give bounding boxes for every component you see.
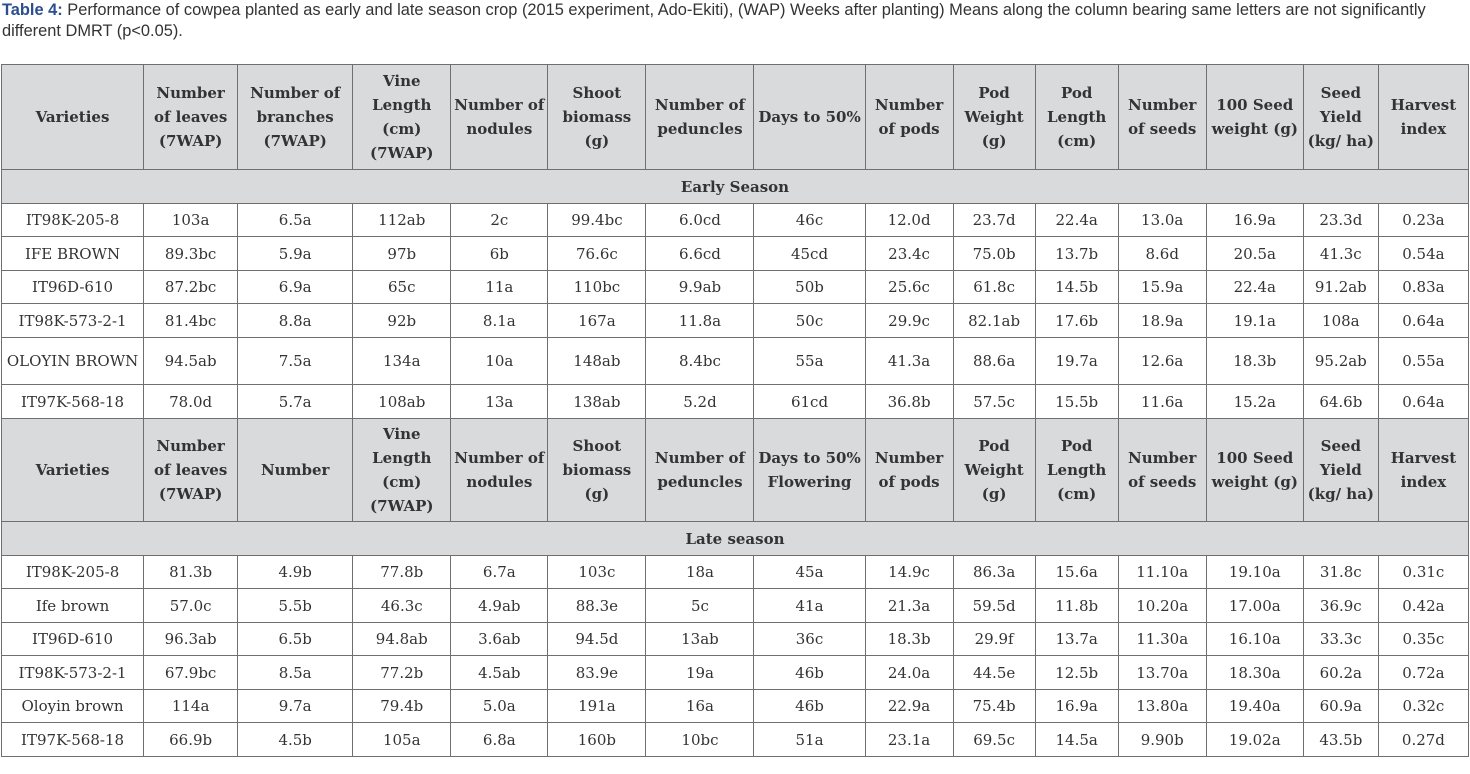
value-cell: 19.7a <box>1035 338 1118 385</box>
value-cell: 43.5b <box>1303 723 1378 757</box>
value-cell: 61cd <box>754 385 865 419</box>
value-cell: 44.5e <box>953 656 1035 690</box>
value-cell: 19.02a <box>1206 723 1303 757</box>
performance-table <box>1 64 1469 757</box>
value-cell: 9.7a <box>238 690 353 723</box>
value-cell: 12.6a <box>1118 338 1206 385</box>
value-cell: 75.0b <box>953 237 1035 271</box>
value-cell: 108a <box>1303 304 1378 338</box>
value-cell: 23.1a <box>865 723 953 757</box>
value-cell: 97b <box>353 237 451 271</box>
value-cell: 23.4c <box>865 237 953 271</box>
variety-cell: IFE BROWN <box>2 237 144 271</box>
early-header-cell: Pod Length (cm) <box>1035 65 1118 170</box>
value-cell: 4.5ab <box>451 656 548 690</box>
early-header-cell: Harvest index <box>1378 65 1468 170</box>
value-cell: 6.5a <box>238 204 353 237</box>
value-cell: 13.80a <box>1118 690 1206 723</box>
late-header-cell: Number of pods <box>865 419 953 522</box>
early-header-cell: 100 Seed weight (g) <box>1206 65 1303 170</box>
value-cell: 2c <box>451 204 548 237</box>
value-cell: 5c <box>646 589 754 623</box>
value-cell: 12.5b <box>1035 656 1118 690</box>
table-row <box>2 589 1469 623</box>
early-header-cell: Number of nodules <box>451 65 548 170</box>
value-cell: 6b <box>451 237 548 271</box>
value-cell: 11.30a <box>1118 623 1206 656</box>
value-cell: 4.9ab <box>451 589 548 623</box>
value-cell: 8.8a <box>238 304 353 338</box>
value-cell: 22.9a <box>865 690 953 723</box>
value-cell: 92b <box>353 304 451 338</box>
late-header-cell: Harvest index <box>1378 419 1468 522</box>
value-cell: 16.9a <box>1035 690 1118 723</box>
caption-label: Table 4: <box>2 1 63 19</box>
header-row-early <box>2 65 1469 170</box>
late-header-cell: Varieties <box>2 419 144 522</box>
table-caption <box>2 0 1468 42</box>
table-row <box>2 623 1469 656</box>
value-cell: 10a <box>451 338 548 385</box>
table-row <box>2 204 1469 237</box>
variety-cell: IT98K-573-2-1 <box>2 656 144 690</box>
value-cell: 11a <box>451 271 548 304</box>
value-cell: 11.10a <box>1118 556 1206 589</box>
value-cell: 81.3b <box>144 556 238 589</box>
value-cell: 3.6ab <box>451 623 548 656</box>
value-cell: 46c <box>754 204 865 237</box>
value-cell: 15.5b <box>1035 385 1118 419</box>
value-cell: 0.31c <box>1378 556 1468 589</box>
value-cell: 0.83a <box>1378 271 1468 304</box>
header-row-late <box>2 419 1469 522</box>
value-cell: 57.5c <box>953 385 1035 419</box>
value-cell: 11.6a <box>1118 385 1206 419</box>
value-cell: 33.3c <box>1303 623 1378 656</box>
value-cell: 59.5d <box>953 589 1035 623</box>
value-cell: 88.6a <box>953 338 1035 385</box>
value-cell: 20.5a <box>1206 237 1303 271</box>
value-cell: 19a <box>646 656 754 690</box>
value-cell: 18.30a <box>1206 656 1303 690</box>
variety-cell: IT98K-205-8 <box>2 556 144 589</box>
value-cell: 160b <box>548 723 646 757</box>
value-cell: 60.2a <box>1303 656 1378 690</box>
value-cell: 22.4a <box>1035 204 1118 237</box>
variety-cell: IT97K-568-18 <box>2 385 144 419</box>
section-label-early: Early Season <box>2 170 1469 204</box>
value-cell: 29.9c <box>865 304 953 338</box>
value-cell: 23.3d <box>1303 204 1378 237</box>
table-row <box>2 690 1469 723</box>
table-row <box>2 271 1469 304</box>
value-cell: 6.6cd <box>646 237 754 271</box>
table-row <box>2 723 1469 757</box>
value-cell: 0.42a <box>1378 589 1468 623</box>
value-cell: 19.40a <box>1206 690 1303 723</box>
table-row <box>2 656 1469 690</box>
value-cell: 94.5ab <box>144 338 238 385</box>
value-cell: 5.2d <box>646 385 754 419</box>
value-cell: 77.2b <box>353 656 451 690</box>
value-cell: 15.6a <box>1035 556 1118 589</box>
value-cell: 108ab <box>353 385 451 419</box>
value-cell: 45cd <box>754 237 865 271</box>
value-cell: 13.70a <box>1118 656 1206 690</box>
value-cell: 7.5a <box>238 338 353 385</box>
table-row <box>2 237 1469 271</box>
value-cell: 50b <box>754 271 865 304</box>
value-cell: 148ab <box>548 338 646 385</box>
value-cell: 112ab <box>353 204 451 237</box>
section-row-early <box>2 170 1469 204</box>
late-header-cell: Shoot biomass (g) <box>548 419 646 522</box>
value-cell: 18.9a <box>1118 304 1206 338</box>
value-cell: 46.3c <box>353 589 451 623</box>
variety-cell: IT96D-610 <box>2 271 144 304</box>
value-cell: 134a <box>353 338 451 385</box>
value-cell: 16a <box>646 690 754 723</box>
value-cell: 0.55a <box>1378 338 1468 385</box>
late-header-cell: Number of leaves (7WAP) <box>144 419 238 522</box>
table-row <box>2 385 1469 419</box>
variety-cell: IT97K-568-18 <box>2 723 144 757</box>
value-cell: 8.5a <box>238 656 353 690</box>
value-cell: 0.27d <box>1378 723 1468 757</box>
value-cell: 0.32c <box>1378 690 1468 723</box>
late-header-cell: Pod Length (cm) <box>1035 419 1118 522</box>
value-cell: 19.1a <box>1206 304 1303 338</box>
value-cell: 18.3b <box>1206 338 1303 385</box>
value-cell: 103c <box>548 556 646 589</box>
early-header-cell: Seed Yield (kg/ ha) <box>1303 65 1378 170</box>
value-cell: 14.9c <box>865 556 953 589</box>
value-cell: 12.0d <box>865 204 953 237</box>
late-header-cell: Number of seeds <box>1118 419 1206 522</box>
value-cell: 11.8b <box>1035 589 1118 623</box>
early-header-cell: Days to 50% <box>754 65 865 170</box>
caption-text: Performance of cowpea planted as early and late season crop (2015 experiment, Ado-Ekiti), (WAP) Weeks after planting) Means along the column bearing same letters are not significantly different DMRT (p<0.05). <box>2 1 1426 40</box>
value-cell: 21.3a <box>865 589 953 623</box>
value-cell: 0.64a <box>1378 385 1468 419</box>
late-header-cell: Days to 50% Flowering <box>754 419 865 522</box>
value-cell: 95.2ab <box>1303 338 1378 385</box>
table-row <box>2 338 1469 385</box>
value-cell: 22.4a <box>1206 271 1303 304</box>
value-cell: 10.20a <box>1118 589 1206 623</box>
late-header-cell: 100 Seed weight (g) <box>1206 419 1303 522</box>
value-cell: 14.5b <box>1035 271 1118 304</box>
late-header-cell: Vine Length (cm) (7WAP) <box>353 419 451 522</box>
value-cell: 60.9a <box>1303 690 1378 723</box>
value-cell: 46b <box>754 656 865 690</box>
variety-cell: IT98K-573-2-1 <box>2 304 144 338</box>
value-cell: 96.3ab <box>144 623 238 656</box>
value-cell: 75.4b <box>953 690 1035 723</box>
value-cell: 9.9ab <box>646 271 754 304</box>
value-cell: 9.90b <box>1118 723 1206 757</box>
late-header-cell: Number of peduncles <box>646 419 754 522</box>
value-cell: 18.3b <box>865 623 953 656</box>
value-cell: 138ab <box>548 385 646 419</box>
value-cell: 8.1a <box>451 304 548 338</box>
value-cell: 76.6c <box>548 237 646 271</box>
value-cell: 14.5a <box>1035 723 1118 757</box>
value-cell: 79.4b <box>353 690 451 723</box>
value-cell: 16.9a <box>1206 204 1303 237</box>
value-cell: 6.7a <box>451 556 548 589</box>
value-cell: 6.5b <box>238 623 353 656</box>
value-cell: 61.8c <box>953 271 1035 304</box>
table-row <box>2 556 1469 589</box>
value-cell: 45a <box>754 556 865 589</box>
value-cell: 46b <box>754 690 865 723</box>
value-cell: 13.7a <box>1035 623 1118 656</box>
value-cell: 89.3bc <box>144 237 238 271</box>
value-cell: 64.6b <box>1303 385 1378 419</box>
value-cell: 5.0a <box>451 690 548 723</box>
value-cell: 17.00a <box>1206 589 1303 623</box>
early-header-cell: Number of seeds <box>1118 65 1206 170</box>
value-cell: 69.5c <box>953 723 1035 757</box>
section-row-late <box>2 522 1469 556</box>
value-cell: 67.9bc <box>144 656 238 690</box>
value-cell: 13.0a <box>1118 204 1206 237</box>
table-row <box>2 304 1469 338</box>
value-cell: 105a <box>353 723 451 757</box>
value-cell: 11.8a <box>646 304 754 338</box>
value-cell: 88.3e <box>548 589 646 623</box>
value-cell: 13ab <box>646 623 754 656</box>
variety-cell: Ife brown <box>2 589 144 623</box>
value-cell: 82.1ab <box>953 304 1035 338</box>
value-cell: 91.2ab <box>1303 271 1378 304</box>
early-header-cell: Varieties <box>2 65 144 170</box>
value-cell: 103a <box>144 204 238 237</box>
value-cell: 4.5b <box>238 723 353 757</box>
value-cell: 51a <box>754 723 865 757</box>
value-cell: 5.9a <box>238 237 353 271</box>
variety-cell: Oloyin brown <box>2 690 144 723</box>
early-header-cell: Shoot biomass (g) <box>548 65 646 170</box>
value-cell: 18a <box>646 556 754 589</box>
value-cell: 31.8c <box>1303 556 1378 589</box>
value-cell: 0.35c <box>1378 623 1468 656</box>
value-cell: 114a <box>144 690 238 723</box>
value-cell: 36.9c <box>1303 589 1378 623</box>
value-cell: 8.6d <box>1118 237 1206 271</box>
value-cell: 10bc <box>646 723 754 757</box>
early-header-cell: Pod Weight (g) <box>953 65 1035 170</box>
value-cell: 81.4bc <box>144 304 238 338</box>
value-cell: 66.9b <box>144 723 238 757</box>
variety-cell: IT96D-610 <box>2 623 144 656</box>
value-cell: 57.0c <box>144 589 238 623</box>
early-header-cell: Number of leaves (7WAP) <box>144 65 238 170</box>
value-cell: 15.9a <box>1118 271 1206 304</box>
value-cell: 41.3a <box>865 338 953 385</box>
value-cell: 0.54a <box>1378 237 1468 271</box>
value-cell: 41a <box>754 589 865 623</box>
value-cell: 0.72a <box>1378 656 1468 690</box>
value-cell: 191a <box>548 690 646 723</box>
early-header-cell: Number of peduncles <box>646 65 754 170</box>
value-cell: 99.4bc <box>548 204 646 237</box>
variety-cell: IT98K-205-8 <box>2 204 144 237</box>
value-cell: 23.7d <box>953 204 1035 237</box>
early-header-cell: Vine Length (cm) (7WAP) <box>353 65 451 170</box>
value-cell: 24.0a <box>865 656 953 690</box>
variety-cell: OLOYIN BROWN <box>2 338 144 385</box>
value-cell: 6.0cd <box>646 204 754 237</box>
late-header-cell: Number of nodules <box>451 419 548 522</box>
value-cell: 94.5d <box>548 623 646 656</box>
late-header-cell: Number <box>238 419 353 522</box>
value-cell: 50c <box>754 304 865 338</box>
value-cell: 19.10a <box>1206 556 1303 589</box>
section-label-late: Late season <box>2 522 1469 556</box>
value-cell: 77.8b <box>353 556 451 589</box>
value-cell: 65c <box>353 271 451 304</box>
value-cell: 78.0d <box>144 385 238 419</box>
value-cell: 13.7b <box>1035 237 1118 271</box>
value-cell: 86.3a <box>953 556 1035 589</box>
value-cell: 17.6b <box>1035 304 1118 338</box>
value-cell: 25.6c <box>865 271 953 304</box>
value-cell: 110bc <box>548 271 646 304</box>
value-cell: 36c <box>754 623 865 656</box>
value-cell: 55a <box>754 338 865 385</box>
early-header-cell: Number of branches (7WAP) <box>238 65 353 170</box>
value-cell: 5.7a <box>238 385 353 419</box>
value-cell: 16.10a <box>1206 623 1303 656</box>
value-cell: 0.23a <box>1378 204 1468 237</box>
value-cell: 36.8b <box>865 385 953 419</box>
value-cell: 6.8a <box>451 723 548 757</box>
value-cell: 0.64a <box>1378 304 1468 338</box>
late-header-cell: Seed Yield (kg/ ha) <box>1303 419 1378 522</box>
early-header-cell: Number of pods <box>865 65 953 170</box>
value-cell: 41.3c <box>1303 237 1378 271</box>
value-cell: 13a <box>451 385 548 419</box>
value-cell: 83.9e <box>548 656 646 690</box>
value-cell: 29.9f <box>953 623 1035 656</box>
value-cell: 6.9a <box>238 271 353 304</box>
value-cell: 87.2bc <box>144 271 238 304</box>
value-cell: 167a <box>548 304 646 338</box>
value-cell: 8.4bc <box>646 338 754 385</box>
late-header-cell: Pod Weight (g) <box>953 419 1035 522</box>
value-cell: 15.2a <box>1206 385 1303 419</box>
value-cell: 5.5b <box>238 589 353 623</box>
value-cell: 4.9b <box>238 556 353 589</box>
value-cell: 94.8ab <box>353 623 451 656</box>
